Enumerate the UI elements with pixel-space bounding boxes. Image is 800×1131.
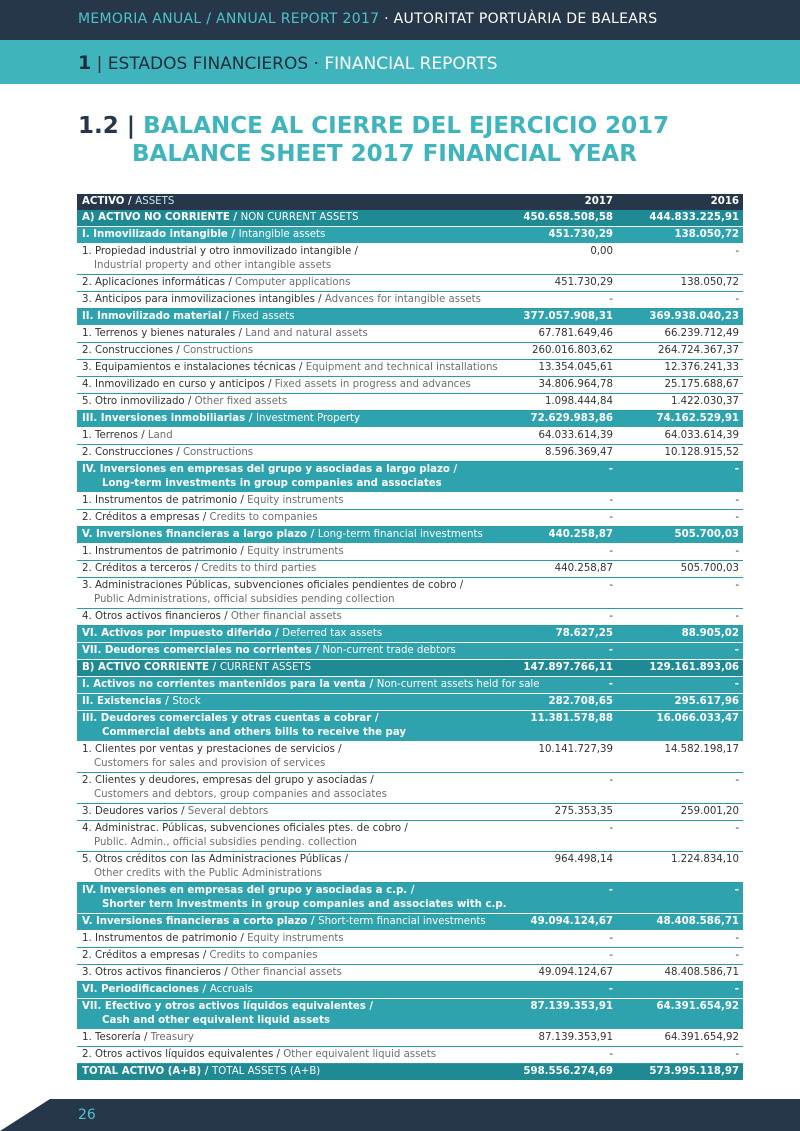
value-2017: - xyxy=(491,578,617,609)
row-label-en: Accruals xyxy=(209,984,253,995)
value-2017: 49.094.124,67 xyxy=(491,965,617,982)
value-2017: 598.556.274,69 xyxy=(491,1064,617,1081)
row-label-es: 2. Construcciones / xyxy=(82,447,180,458)
row-label-en: Land and natural assets xyxy=(245,328,368,339)
section-row xyxy=(77,462,743,493)
value-2017: 78.627,25 xyxy=(491,626,617,643)
row-label-es: I. Inmovilizado intangible / xyxy=(82,229,236,240)
table-row xyxy=(77,561,743,578)
value-2016: - xyxy=(617,244,743,275)
row-label-es: 2. Créditos a empresas / xyxy=(82,950,207,961)
row-label xyxy=(77,948,491,965)
row-label-en: Customers and debtors, group companies and associates xyxy=(94,789,387,800)
value-2017: 377.057.908,31 xyxy=(491,309,617,326)
section-row xyxy=(77,711,743,742)
value-2016: - xyxy=(617,609,743,626)
row-label xyxy=(77,343,491,360)
table-row xyxy=(77,1047,743,1064)
row-label-en: Fixed assets xyxy=(232,311,295,322)
value-2016: 25.175.688,67 xyxy=(617,377,743,394)
row-label-en: Credits to third parties xyxy=(201,563,317,574)
row-label-es: 4. Otros activos financieros / xyxy=(82,611,228,622)
footer-bar xyxy=(0,1099,800,1131)
value-2016: 264.724.367,37 xyxy=(617,343,743,360)
value-2017: 10.141.727,39 xyxy=(491,742,617,773)
section-es: ESTADOS FINANCIEROS · xyxy=(107,54,319,74)
row-label-es: 1. Instrumentos de patrimonio / xyxy=(82,933,244,944)
row-label-en: Investment Property xyxy=(256,413,361,424)
row-label-es: III. Deudores comerciales y otras cuentas a cobrar / xyxy=(82,713,379,724)
row-label-en: Other fixed assets xyxy=(194,396,288,407)
row-label xyxy=(77,626,491,643)
row-label xyxy=(77,510,491,527)
section-row xyxy=(77,309,743,326)
section-row xyxy=(77,999,743,1030)
value-2016: - xyxy=(617,292,743,309)
table-row xyxy=(77,428,743,445)
value-2017: 67.781.649,46 xyxy=(491,326,617,343)
row-label-en: Credits to companies xyxy=(209,950,318,961)
row-label-es: 3. Otros activos financieros / xyxy=(82,967,228,978)
row-label-en: TOTAL ASSETS (A+B) xyxy=(212,1066,321,1077)
row-label-es: 1. Propiedad industrial y otro inmovilizado intangible / xyxy=(82,246,358,257)
value-2016: 369.938.040,23 xyxy=(617,309,743,326)
row-label-en: Public. Admin., official subsidies pending. collection xyxy=(94,837,357,848)
value-2016: - xyxy=(617,544,743,561)
row-label-en: Commercial debts and others bills to receive the pay xyxy=(102,727,407,738)
table-row xyxy=(77,852,743,883)
value-2017: 440.258,87 xyxy=(491,561,617,578)
row-label xyxy=(77,711,491,742)
row-label xyxy=(77,1047,491,1064)
row-label xyxy=(77,462,491,493)
row-label-es: 2. Clientes y deudores, empresas del grupo y asociadas / xyxy=(82,775,374,786)
value-2017: - xyxy=(491,773,617,804)
row-label-es: 3. Anticipos para inmovilizaciones intangibles / xyxy=(82,294,322,305)
row-label xyxy=(77,643,491,660)
row-label-en: Several debtors xyxy=(187,806,269,817)
value-2016: 64.391.654,92 xyxy=(617,999,743,1030)
value-2017: 282.708,65 xyxy=(491,694,617,711)
row-label-en: Land xyxy=(147,430,173,441)
value-2016: 74.162.529,91 xyxy=(617,411,743,428)
row-label xyxy=(77,1030,491,1047)
row-label xyxy=(77,561,491,578)
table-row xyxy=(77,544,743,561)
row-label-es: 2. Aplicaciones informáticas / xyxy=(82,277,232,288)
value-2016: 505.700,03 xyxy=(617,527,743,544)
row-label-es: II. Inmovilizado material / xyxy=(82,311,229,322)
value-2017: 8.596.369,47 xyxy=(491,445,617,462)
value-2017: - xyxy=(491,493,617,510)
value-2016: - xyxy=(617,821,743,852)
value-2017: - xyxy=(491,609,617,626)
total-row xyxy=(77,1064,743,1081)
row-label-en: Shorter tern Investments in group companies and associates with c.p. xyxy=(102,899,507,910)
value-2017: 0,00 xyxy=(491,244,617,275)
section-row xyxy=(77,677,743,694)
table-row xyxy=(77,948,743,965)
row-label xyxy=(77,544,491,561)
value-2017: - xyxy=(491,544,617,561)
row-label xyxy=(77,292,491,309)
row-label xyxy=(77,852,491,883)
row-label-es: 1. Terrenos / xyxy=(82,430,145,441)
row-label-en: Intangible assets xyxy=(238,229,326,240)
value-2016: 138.050,72 xyxy=(617,275,743,292)
value-2016: 10.128.915,52 xyxy=(617,445,743,462)
value-2016: 259.001,20 xyxy=(617,804,743,821)
row-label-es: 1. Instrumentos de patrimonio / xyxy=(82,546,244,557)
row-label-es: VI. Activos por impuesto diferido / xyxy=(82,628,279,639)
value-2016: - xyxy=(617,510,743,527)
row-label-en: CURRENT ASSETS xyxy=(219,662,312,673)
row-label-es: 1. Tesorería / xyxy=(82,1032,148,1043)
table-row xyxy=(77,742,743,773)
value-2016: 295.617,96 xyxy=(617,694,743,711)
row-label-en: Other financial assets xyxy=(230,611,342,622)
header-year-2016: 2016 xyxy=(617,194,743,210)
row-label xyxy=(77,982,491,999)
header-text xyxy=(78,11,657,27)
value-2016: 1.224.834,10 xyxy=(617,852,743,883)
row-label-es: V. Inversiones financieras a largo plazo / xyxy=(82,529,315,540)
row-label-en: NON CURRENT ASSETS xyxy=(240,212,359,223)
row-label-es: 5. Otros créditos con las Administraciones Públicas / xyxy=(82,854,349,865)
row-label xyxy=(77,1064,491,1081)
table-row xyxy=(77,360,743,377)
row-label xyxy=(77,804,491,821)
row-label-es: 3. Equipamientos e instalaciones técnicas / xyxy=(82,362,303,373)
table-row xyxy=(77,1030,743,1047)
value-2017: - xyxy=(491,821,617,852)
header-label-en: ASSETS xyxy=(135,196,175,207)
row-label xyxy=(77,660,491,677)
table-row xyxy=(77,965,743,982)
row-label xyxy=(77,360,498,377)
balance-table-body xyxy=(77,194,743,1080)
value-2017: 64.033.614,39 xyxy=(491,428,617,445)
value-2017: - xyxy=(491,931,617,948)
value-2016: 88.905,02 xyxy=(617,626,743,643)
section-row xyxy=(77,411,743,428)
value-2016: - xyxy=(617,493,743,510)
table-row xyxy=(77,609,743,626)
row-label xyxy=(77,493,491,510)
value-2017: - xyxy=(491,948,617,965)
row-label-en: Long-term investments in group companies and associates xyxy=(102,478,442,489)
value-2017: - xyxy=(491,462,617,493)
table-row xyxy=(77,821,743,852)
row-label-en: Industrial property and other intangible assets xyxy=(94,260,332,271)
value-2017: - xyxy=(491,982,617,999)
page-number: 26 xyxy=(78,1107,96,1123)
row-label xyxy=(77,244,491,275)
row-label xyxy=(77,377,491,394)
value-2017: 34.806.964,78 xyxy=(491,377,617,394)
header-year-2017: 2017 xyxy=(491,194,617,210)
table-row xyxy=(77,804,743,821)
row-label-en: Non-current trade debtors xyxy=(322,645,456,656)
header-es: MEMORIA ANUAL / xyxy=(78,11,212,27)
row-label xyxy=(77,883,507,914)
value-2017: 275.353,35 xyxy=(491,804,617,821)
table-row xyxy=(77,244,743,275)
row-label-es: TOTAL ACTIVO (A+B) / xyxy=(82,1066,209,1077)
value-2016: - xyxy=(617,1047,743,1064)
value-2017: 451.730,29 xyxy=(491,275,617,292)
row-label xyxy=(77,965,491,982)
row-label-en: Non-current assets held for sale xyxy=(376,679,540,690)
value-2017: 72.629.983,86 xyxy=(491,411,617,428)
row-label xyxy=(77,445,491,462)
section-separator: | xyxy=(96,54,103,74)
row-label-en: Long-term financial investments xyxy=(317,529,483,540)
row-label xyxy=(77,411,491,428)
row-label-es: 2. Otros activos líquidos equivalentes / xyxy=(82,1049,280,1060)
header-label xyxy=(77,194,491,210)
title-en: BALANCE SHEET 2017 FINANCIAL YEAR xyxy=(132,141,637,167)
section-text xyxy=(78,52,498,74)
value-2017: 450.658.508,58 xyxy=(491,210,617,227)
table-header-row xyxy=(77,194,743,210)
section-row xyxy=(77,694,743,711)
row-label-en: Advances for intangible assets xyxy=(324,294,481,305)
value-2016: - xyxy=(617,931,743,948)
row-label-es: 1. Terrenos y bienes naturales / xyxy=(82,328,242,339)
section-number: 1 xyxy=(78,52,92,74)
row-label-es: II. Existencias / xyxy=(82,696,169,707)
row-label xyxy=(77,326,491,343)
section-row xyxy=(77,883,743,914)
row-label-en: Treasury xyxy=(150,1032,194,1043)
value-2017: - xyxy=(491,677,617,694)
value-2016: - xyxy=(617,883,743,914)
value-2016: - xyxy=(617,462,743,493)
value-2017: - xyxy=(491,643,617,660)
row-label-es: 3. Deudores varios / xyxy=(82,806,185,817)
row-label-es: 5. Otro inmovilizado / xyxy=(82,396,192,407)
row-label xyxy=(77,677,540,694)
value-2016: 64.033.614,39 xyxy=(617,428,743,445)
value-2016: 14.582.198,17 xyxy=(617,742,743,773)
value-2017: 964.498,14 xyxy=(491,852,617,883)
table-row xyxy=(77,377,743,394)
section-en: FINANCIAL REPORTS xyxy=(324,54,498,74)
row-label xyxy=(77,773,491,804)
row-label-es: 4. Administrac. Públicas, subvenciones oficiales ptes. de cobro / xyxy=(82,823,408,834)
row-label-en: Equity instruments xyxy=(247,546,344,557)
row-label-en: Credits to companies xyxy=(209,512,318,523)
table-row xyxy=(77,445,743,462)
value-2016: - xyxy=(617,982,743,999)
row-label-es: IV. Inversiones en empresas del grupo y asociadas a largo plazo / xyxy=(82,464,458,475)
row-label-en: Equity instruments xyxy=(247,495,344,506)
page-title xyxy=(78,112,669,168)
value-2016: 16.066.033,47 xyxy=(617,711,743,742)
value-2016: 12.376.241,33 xyxy=(617,360,743,377)
value-2016: 66.239.712,49 xyxy=(617,326,743,343)
row-label xyxy=(77,275,491,292)
row-label-en: Constructions xyxy=(182,345,254,356)
table-row xyxy=(77,773,743,804)
value-2016: 138.050,72 xyxy=(617,227,743,244)
section-bar xyxy=(0,40,800,84)
value-2017: 87.139.353,91 xyxy=(491,999,617,1030)
row-label-es: 2. Créditos a terceros / xyxy=(82,563,199,574)
row-label-en: Other credits with the Public Administrations xyxy=(94,868,322,879)
value-2016: - xyxy=(617,948,743,965)
value-2016: - xyxy=(617,578,743,609)
value-2016: 64.391.654,92 xyxy=(617,1030,743,1047)
header-label-es: ACTIVO / xyxy=(82,196,132,207)
row-label xyxy=(77,210,491,227)
value-2016: 129.161.893,06 xyxy=(617,660,743,677)
row-label-en: Other equivalent liquid assets xyxy=(283,1049,436,1060)
row-label xyxy=(77,999,491,1030)
section-row xyxy=(77,626,743,643)
balance-table xyxy=(77,194,743,1080)
table-row xyxy=(77,275,743,292)
value-2016: - xyxy=(617,643,743,660)
table-row xyxy=(77,510,743,527)
row-label-en: Equipment and technical installations xyxy=(305,362,498,373)
row-label xyxy=(77,931,491,948)
row-label xyxy=(77,394,491,411)
value-2016: 573.995.118,97 xyxy=(617,1064,743,1081)
title-es: BALANCE AL CIERRE DEL EJERCICIO 2017 xyxy=(143,113,670,139)
row-label-es: 2. Créditos a empresas / xyxy=(82,512,207,523)
header-bar xyxy=(0,0,800,40)
row-label-es: III. Inversiones inmobiliarias / xyxy=(82,413,253,424)
row-label-es: B) ACTIVO CORRIENTE / xyxy=(82,662,217,673)
row-label-es: VII. Deudores comerciales no corrientes / xyxy=(82,645,319,656)
row-label xyxy=(77,578,491,609)
value-2017: 49.094.124,67 xyxy=(491,914,617,931)
row-label-es: V. Inversiones financieras a corto plazo / xyxy=(82,916,315,927)
row-label-es: 4. Inmovilizado en curso y anticipos / xyxy=(82,379,272,390)
title-number: 1.2 | xyxy=(78,113,136,139)
table-row xyxy=(77,343,743,360)
footer-stripe xyxy=(0,1099,50,1131)
row-label-es: 1. Clientes por ventas y prestaciones de servicios / xyxy=(82,744,342,755)
value-2017: 11.381.578,88 xyxy=(491,711,617,742)
section-row xyxy=(77,643,743,660)
value-2017: - xyxy=(491,883,617,914)
header-org: · AUTORITAT PORTUÀRIA DE BALEARS xyxy=(384,11,658,27)
row-label xyxy=(77,694,491,711)
value-2017: 451.730,29 xyxy=(491,227,617,244)
row-label xyxy=(77,609,491,626)
row-label xyxy=(77,527,491,544)
value-2017: 13.354.045,61 xyxy=(491,360,617,377)
table-row xyxy=(77,931,743,948)
section-row xyxy=(77,227,743,244)
table-row xyxy=(77,326,743,343)
row-label xyxy=(77,309,491,326)
value-2017: 87.139.353,91 xyxy=(491,1030,617,1047)
row-label-es: VII. Efectivo y otros activos líquidos equivalentes / xyxy=(82,1001,374,1012)
value-2017: 1.098.444,84 xyxy=(491,394,617,411)
value-2017: - xyxy=(491,292,617,309)
row-label-en: Computer applications xyxy=(235,277,351,288)
value-2016: 505.700,03 xyxy=(617,561,743,578)
row-label-en: Short-term financial investments xyxy=(318,916,486,927)
value-2017: - xyxy=(491,510,617,527)
value-2017: 260.016.803,62 xyxy=(491,343,617,360)
section-row xyxy=(77,527,743,544)
row-label-es: VI. Periodificaciones / xyxy=(82,984,207,995)
value-2016: 1.422.030,37 xyxy=(617,394,743,411)
row-label-en: Public Administrations, official subsidies pending collection xyxy=(94,594,395,605)
row-label xyxy=(77,914,491,931)
value-2016: - xyxy=(617,773,743,804)
table-row xyxy=(77,292,743,309)
row-label-en: Customers for sales and provision of services xyxy=(94,758,326,769)
section-row xyxy=(77,660,743,677)
section-row xyxy=(77,210,743,227)
value-2017: 440.258,87 xyxy=(491,527,617,544)
row-label xyxy=(77,742,491,773)
row-label-en: Equity instruments xyxy=(247,933,344,944)
row-label-en: Deferred tax assets xyxy=(282,628,383,639)
table-row xyxy=(77,394,743,411)
row-label xyxy=(77,428,491,445)
section-row xyxy=(77,982,743,999)
value-2017: 147.897.766,11 xyxy=(491,660,617,677)
row-label-es: IV. Inversiones en empresas del grupo y asociadas a c.p. / xyxy=(82,885,415,896)
row-label-en: Fixed assets in progress and advances xyxy=(274,379,471,390)
value-2017: - xyxy=(491,1047,617,1064)
row-label-es: A) ACTIVO NO CORRIENTE / xyxy=(82,212,238,223)
row-label-es: 2. Construcciones / xyxy=(82,345,180,356)
table-row xyxy=(77,493,743,510)
row-label-en: Constructions xyxy=(182,447,254,458)
row-label xyxy=(77,821,491,852)
row-label-en: Stock xyxy=(172,696,201,707)
value-2016: 444.833.225,91 xyxy=(617,210,743,227)
header-en: ANNUAL REPORT 2017 xyxy=(216,11,380,27)
value-2016: 48.408.586,71 xyxy=(617,914,743,931)
row-label xyxy=(77,227,491,244)
row-label-en: Other financial assets xyxy=(230,967,342,978)
row-label-es: I. Activos no corrientes mantenidos para la venta / xyxy=(82,679,374,690)
value-2016: 48.408.586,71 xyxy=(617,965,743,982)
row-label-es: 3. Administraciones Públicas, subvenciones oficiales pendientes de cobro / xyxy=(82,580,464,591)
table-row xyxy=(77,578,743,609)
section-row xyxy=(77,914,743,931)
value-2016: - xyxy=(617,677,743,694)
row-label-en: Cash and other equivalent liquid assets xyxy=(102,1015,331,1026)
row-label-es: 1. Instrumentos de patrimonio / xyxy=(82,495,244,506)
